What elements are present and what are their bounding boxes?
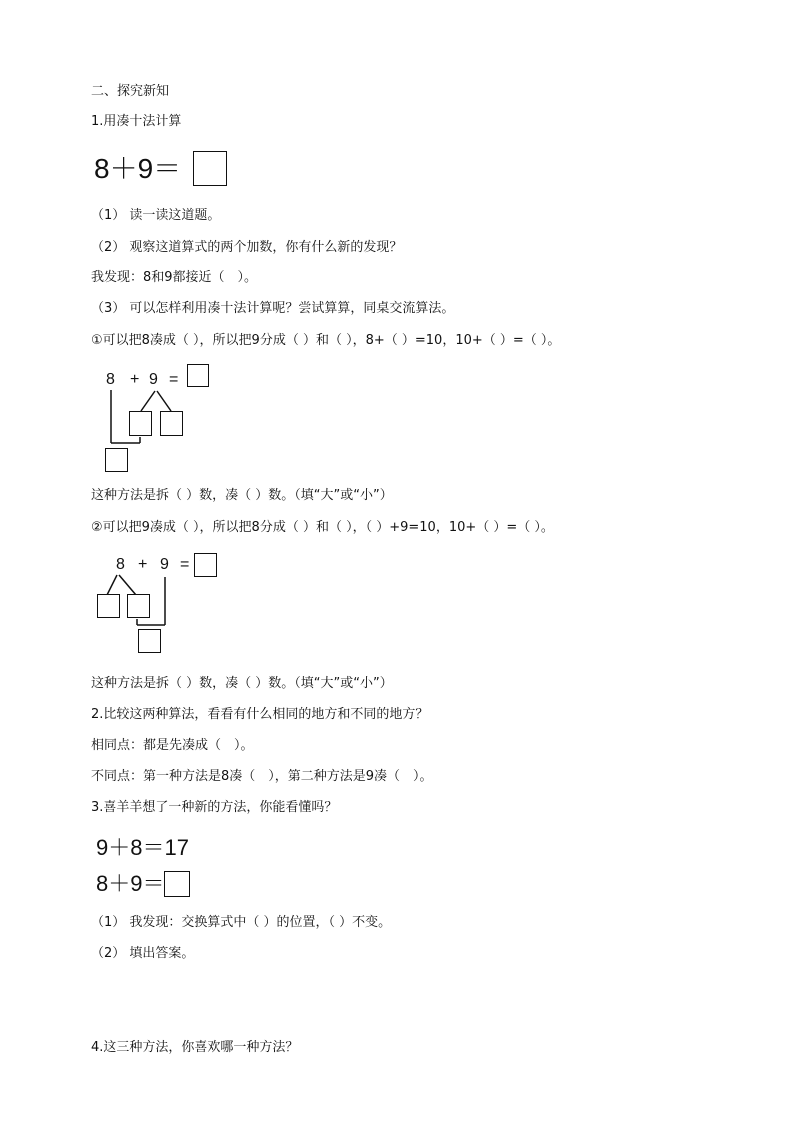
q4-title: 4.这三种方法，你喜欢哪一种方法？ — [91, 1040, 299, 1055]
method2-num-8: 8 — [116, 556, 125, 573]
q3-equation-2: 8＋9＝ — [96, 871, 165, 896]
q1-sub2: （2） 观察这道算式的两个加数，你有什么新的发现？ — [91, 240, 403, 255]
method1-num-9: 9 — [149, 371, 158, 388]
q3-sub2: （2） 填出答案。 — [91, 946, 195, 961]
method2-sum-box[interactable] — [138, 629, 161, 653]
method2-split-box-2[interactable] — [127, 594, 150, 618]
method1-equals: = — [169, 371, 179, 388]
method2-split-box-1[interactable] — [97, 594, 120, 618]
method1-note: 这种方法是拆（ ）数，凑（ ）数。（填“大”或“小”） — [91, 488, 393, 503]
method2-note: 这种方法是拆（ ）数，凑（ ）数。（填“大”或“小”） — [91, 676, 393, 691]
q1-sub3: （3） 可以怎样利用凑十法计算呢？尝试算算，同桌交流算法。 — [91, 301, 455, 316]
method2-text: ②可以把9凑成（ ），所以把8分成（ ）和（ ），（ ）+9=10，10+（ ）=（ ）。 — [91, 520, 554, 535]
q2-diff: 不同点：第一种方法是8凑（ ），第二种方法是9凑（ ）。 — [91, 769, 433, 784]
q1-finding: 我发现：8和9都接近（ ）。 — [91, 270, 258, 285]
method1-num-8: 8 — [106, 371, 115, 388]
method2-plus: + — [138, 556, 148, 573]
q1-sub1: （1） 读一读这道题。 — [91, 208, 221, 223]
q1-equation: 8＋9＝ — [94, 153, 182, 184]
q3-equation-1: 9＋8＝17 — [96, 835, 189, 860]
method1-text: ①可以把8凑成（ ），所以把9分成（ ）和（ ），8+（ ）=10，10+（ ）=（ ）。 — [91, 333, 561, 348]
q3-title: 3.喜羊羊想了一种新的方法，你能看懂吗？ — [91, 800, 338, 815]
q3-sub1: （1） 我发现：交换算式中（ ）的位置，（ ）不变。 — [91, 915, 392, 930]
section-title: 二、探究新知 — [91, 84, 170, 99]
method2-num-9: 9 — [160, 556, 169, 573]
method2-equals: = — [180, 556, 190, 573]
q3-answer-box[interactable] — [164, 871, 190, 897]
q2-same: 相同点：都是先凑成（ ）。 — [91, 738, 254, 753]
q1-title: 1.用凑十法计算 — [91, 114, 182, 129]
q2-title: 2.比较这两种算法，看看有什么相同的地方和不同的地方？ — [91, 707, 429, 722]
method1-plus: + — [130, 371, 140, 388]
